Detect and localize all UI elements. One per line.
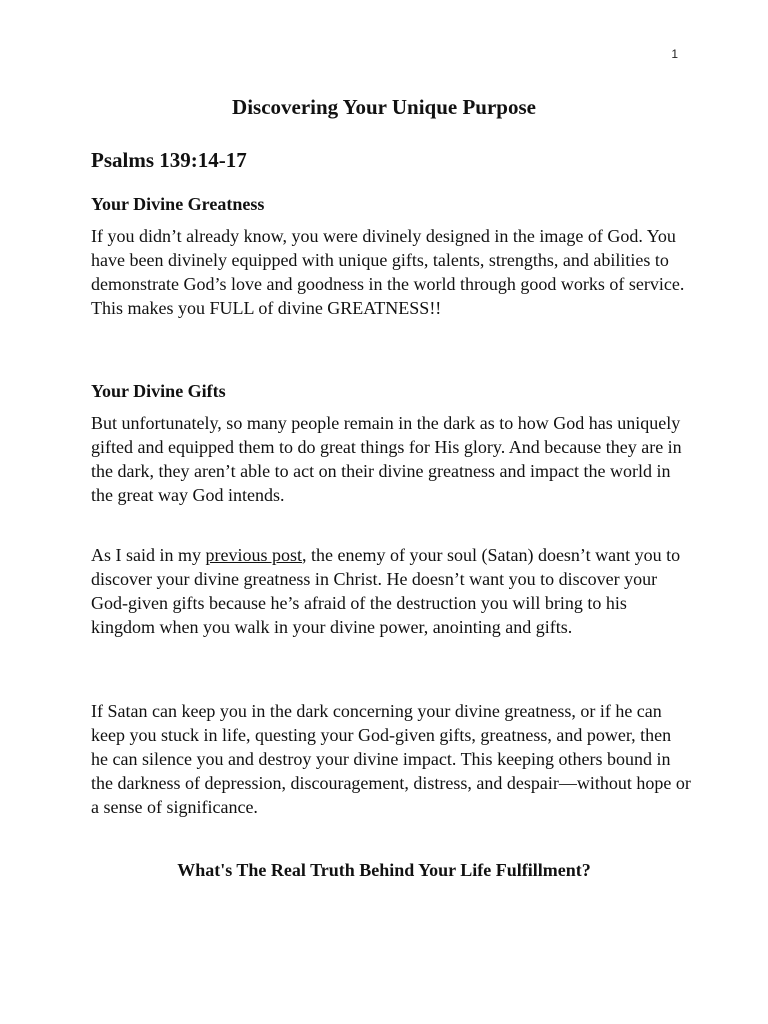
section-heading-divine-gifts: Your Divine Gifts [91,381,226,401]
previous-post-link[interactable]: previous post [205,545,302,565]
closing-heading: What's The Real Truth Behind Your Life Fulfillment? [177,860,591,880]
paragraph-satan-darkness: If Satan can keep you in the dark concerning your divine greatness, or if he can keep you stuck in life, questing your God-given gifts, greatness, and power, then he can silence you and destroy your divine impact. This keeping others bound in the darkness of depression, discouragement, distress, and despair—without hope or a sense of significance. [91,701,691,817]
paragraph-divine-greatness: If you didn’t already know, you were divinely designed in the image of God. You have been divinely equipped with unique gifts, talents, strengths, and abilities to demonstrate God’s love and goodness in the world through good works of service. This makes you FULL of divine GREATNESS!! [91,226,685,318]
paragraph-divine-gifts: But unfortunately, so many people remain in the dark as to how God has uniquely gifted and equipped them to do great things for His glory. And because they are in the dark, they aren’t able to act on their divine greatness and impact the world in the great way God intends. [91,413,682,505]
paragraph-text-after-link: , the enemy of your soul (Satan) doesn’t want you to discover your divine greatness in Christ. He doesn’t want you to discover your God-given gifts because he’s afraid of the destruction you will bring to his kingdom when you walk in your divine power, anointing and gifts. [91,545,681,637]
scripture-reference: Psalms 139:14-17 [91,148,247,172]
paragraph-previous-post [91,543,691,639]
paragraph-text-before-link: As I said in my [91,545,206,565]
document-title: Discovering Your Unique Purpose [232,95,536,119]
page-number: 1 [671,47,678,61]
section-heading-divine-greatness: Your Divine Greatness [91,194,265,214]
